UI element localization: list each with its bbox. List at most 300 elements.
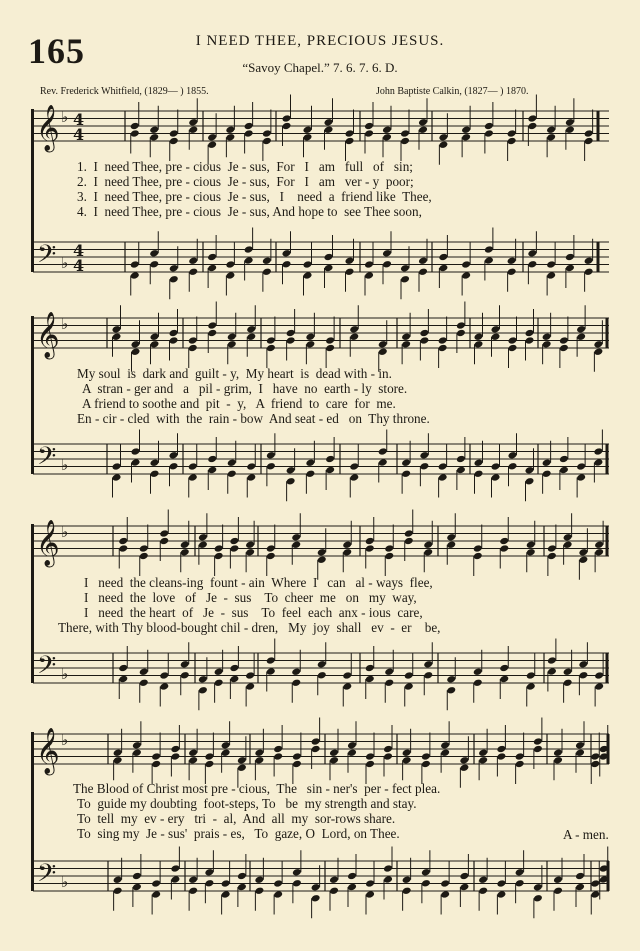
note-head — [180, 548, 190, 557]
note-head — [188, 462, 198, 471]
system-brace — [31, 109, 34, 272]
note-head — [400, 264, 410, 273]
note-head — [118, 537, 128, 546]
note-head — [118, 664, 128, 673]
note-head — [378, 340, 388, 349]
note-head — [565, 264, 575, 273]
note-head — [418, 118, 428, 127]
note-head — [286, 477, 296, 486]
note-head — [576, 325, 586, 334]
note-head — [563, 533, 573, 542]
note-head — [508, 336, 518, 345]
note-head — [180, 660, 190, 669]
lyric-line: I need the cleans-ing fount - ain Where I can al - ways flee, — [84, 575, 433, 590]
note-head — [266, 451, 276, 460]
note-head — [594, 682, 604, 691]
note-head — [364, 271, 374, 280]
note-head — [329, 748, 339, 757]
note-head — [575, 872, 585, 881]
note-head — [404, 671, 414, 680]
note-head — [221, 879, 231, 888]
note-head — [292, 879, 302, 888]
note-head — [559, 466, 569, 475]
note-head — [578, 660, 588, 669]
note-head — [347, 748, 357, 757]
note-head — [317, 555, 327, 564]
note-head — [266, 462, 276, 471]
note-head — [484, 256, 494, 265]
note-head — [384, 544, 394, 553]
note-head — [311, 894, 321, 903]
note-head — [342, 671, 352, 680]
note-head — [342, 540, 352, 549]
lyric-line: To sing my Je - sus' prais - es, To gaze, O Lord, on Thee. — [77, 826, 400, 841]
note-head — [214, 667, 224, 676]
note-head — [438, 140, 448, 149]
note-head — [329, 756, 339, 765]
note-head — [347, 883, 357, 892]
note-head — [291, 533, 301, 542]
note-head — [286, 336, 296, 345]
note-head — [188, 756, 198, 765]
note-head — [266, 667, 276, 676]
note-head — [207, 140, 217, 149]
note-head — [266, 336, 276, 345]
note-head — [273, 890, 283, 899]
note-head — [400, 129, 410, 138]
note-head — [590, 890, 600, 899]
note-head — [159, 671, 169, 680]
note-head — [423, 540, 433, 549]
note-head — [478, 756, 488, 765]
note-head — [578, 671, 588, 680]
note-head — [576, 332, 586, 341]
note-head — [188, 336, 198, 345]
note-head — [456, 466, 466, 475]
note-head — [542, 332, 552, 341]
note-head — [305, 458, 315, 467]
note-head — [324, 264, 334, 273]
note-head — [401, 458, 411, 467]
bass-clef: 𝄢 — [37, 651, 57, 686]
note-head — [527, 260, 537, 269]
note-head — [382, 133, 392, 142]
note-head — [402, 886, 412, 895]
note-head — [325, 344, 335, 353]
note-head — [565, 118, 575, 127]
note-head — [590, 752, 600, 761]
lyric-line: There, with Thy blood-bought chil - dren, My joy shall ev - er be, — [58, 620, 441, 635]
note-head — [246, 473, 256, 482]
note-head — [254, 748, 264, 757]
note-head — [508, 462, 518, 471]
note-head — [207, 329, 217, 338]
note-head — [227, 332, 237, 341]
note-head — [461, 125, 471, 134]
note-head — [446, 533, 456, 542]
note-head — [507, 137, 517, 146]
note-head — [404, 682, 414, 691]
note-head — [113, 875, 123, 884]
note-head — [151, 760, 161, 769]
note-head — [496, 752, 506, 761]
note-head — [225, 260, 235, 269]
note-head — [593, 458, 603, 467]
note-head — [113, 886, 123, 895]
note-head — [324, 253, 334, 262]
note-head — [188, 256, 198, 265]
note-head — [365, 537, 375, 546]
note-head — [207, 133, 217, 142]
note-head — [317, 671, 327, 680]
note-head — [198, 540, 208, 549]
note-head — [499, 537, 509, 546]
amen-text: A - men. — [563, 827, 609, 842]
note-head — [204, 752, 214, 761]
note-head — [526, 671, 536, 680]
note-head — [461, 260, 471, 269]
note-head — [204, 760, 214, 769]
note-head — [421, 879, 431, 888]
note-head — [345, 267, 355, 276]
note-head — [593, 447, 603, 456]
note-head — [553, 748, 563, 757]
note-head — [525, 336, 535, 345]
note-head — [246, 462, 256, 471]
note-head — [401, 340, 411, 349]
note-head — [499, 664, 509, 673]
note-head — [533, 883, 543, 892]
note-head — [112, 473, 122, 482]
note-head — [329, 886, 339, 895]
note-head — [345, 256, 355, 265]
note-head — [325, 455, 335, 464]
note-head — [291, 540, 301, 549]
note-head — [438, 253, 448, 262]
note-head — [254, 875, 264, 884]
treble-clef: 𝄞 — [36, 520, 60, 566]
note-head — [383, 864, 393, 873]
treble-clef: 𝄞 — [36, 312, 60, 358]
bass-clef: 𝄢 — [37, 240, 57, 275]
note-head — [402, 875, 412, 884]
note-head — [180, 671, 190, 680]
note-head — [139, 544, 149, 553]
lyric-line: My soul is dark and guilt - y, My heart is dead with - in. — [77, 366, 392, 381]
note-head — [508, 451, 518, 460]
note-head — [594, 548, 604, 557]
note-head — [150, 458, 160, 467]
note-head — [438, 473, 448, 482]
note-head — [245, 548, 255, 557]
key-signature-flat: ♭ — [61, 665, 69, 683]
note-head — [221, 748, 231, 757]
time-signature: 4 — [73, 125, 85, 144]
note-head — [446, 540, 456, 549]
note-head — [292, 868, 302, 877]
note-head — [149, 125, 159, 134]
note-head — [311, 883, 321, 892]
note-head — [423, 671, 433, 680]
note-head — [526, 548, 536, 557]
note-head — [440, 748, 450, 757]
note-head — [244, 122, 254, 131]
note-head — [170, 875, 180, 884]
note-head — [324, 125, 334, 134]
note-head — [262, 267, 272, 276]
note-head — [440, 890, 450, 899]
note-head — [188, 118, 198, 127]
note-head — [237, 756, 247, 765]
note-head — [159, 537, 169, 546]
note-head — [305, 332, 315, 341]
note-head — [188, 875, 198, 884]
note-head — [364, 129, 374, 138]
note-head — [584, 129, 594, 138]
note-head — [546, 125, 556, 134]
note-head — [169, 137, 179, 146]
note-head — [565, 125, 575, 134]
note-head — [365, 752, 375, 761]
note-head — [324, 118, 334, 127]
note-head — [170, 752, 180, 761]
note-head — [421, 868, 431, 877]
note-head — [382, 249, 392, 258]
note-head — [364, 122, 374, 131]
note-head — [542, 469, 552, 478]
note-head — [151, 890, 161, 899]
note-head — [418, 267, 428, 276]
note-head — [474, 340, 484, 349]
note-head — [508, 344, 518, 353]
system-brace — [31, 524, 34, 683]
note-head — [533, 745, 543, 754]
note-head — [291, 667, 301, 676]
lyric-line: To guide my doubting foot-steps, To be my strength and stay. — [77, 796, 417, 811]
note-head — [245, 671, 255, 680]
note-head — [507, 267, 517, 276]
note-head — [499, 675, 509, 684]
note-head — [525, 329, 535, 338]
note-head — [229, 537, 239, 546]
note-head — [118, 675, 128, 684]
note-head — [404, 529, 414, 538]
note-head — [459, 883, 469, 892]
note-head — [423, 660, 433, 669]
note-head — [440, 879, 450, 888]
note-head — [244, 256, 254, 265]
note-head — [593, 340, 603, 349]
note-head — [459, 756, 469, 765]
note-head — [456, 329, 466, 338]
note-head — [214, 544, 224, 553]
note-head — [382, 125, 392, 134]
note-head — [365, 675, 375, 684]
lyric-line: A stran - ger and a pil - grim, I have no earth - ly store. — [82, 381, 408, 396]
note-head — [382, 260, 392, 269]
note-head — [225, 125, 235, 134]
lyric-line: 1. I need Thee, pre - cious Je - sus, For I am full of sin; — [77, 159, 413, 174]
note-head — [438, 264, 448, 273]
note-head — [418, 125, 428, 134]
note-head — [237, 763, 247, 772]
note-head — [169, 264, 179, 273]
note-head — [547, 656, 557, 665]
note-head — [266, 344, 276, 353]
bass-clef: 𝄢 — [37, 859, 57, 894]
note-head — [575, 883, 585, 892]
note-head — [438, 344, 448, 353]
note-head — [421, 760, 431, 769]
note-head — [553, 886, 563, 895]
note-head — [575, 748, 585, 757]
note-head — [204, 879, 214, 888]
lyric-line: The Blood of Christ most pre - cious, The sin - ner's per - fect plea. — [73, 781, 441, 796]
note-head — [229, 544, 239, 553]
note-head — [149, 260, 159, 269]
note-head — [401, 332, 411, 341]
note-head — [402, 748, 412, 757]
note-head — [383, 752, 393, 761]
note-head — [113, 756, 123, 765]
note-head — [139, 552, 149, 561]
lyric-line: To tell my ev - ery tri - al, And all my sor-rows share. — [77, 811, 396, 826]
note-head — [576, 473, 586, 482]
note-head — [159, 682, 169, 691]
note-head — [384, 678, 394, 687]
note-head — [132, 872, 142, 881]
note-head — [456, 455, 466, 464]
note-head — [150, 340, 160, 349]
key-signature-flat: ♭ — [61, 456, 69, 474]
note-head — [244, 129, 254, 138]
note-head — [365, 890, 375, 899]
note-head — [491, 325, 501, 334]
note-head — [150, 469, 160, 478]
treble-clef: 𝄞 — [36, 105, 60, 151]
note-head — [262, 137, 272, 146]
note-head — [188, 886, 198, 895]
note-head — [207, 264, 217, 273]
note-head — [584, 256, 594, 265]
note-head — [484, 245, 494, 254]
note-head — [400, 137, 410, 146]
note-head — [317, 660, 327, 669]
note-head — [229, 675, 239, 684]
note-head — [563, 678, 573, 687]
note-head — [244, 245, 254, 254]
note-head — [438, 336, 448, 345]
note-head — [440, 741, 450, 750]
note-head — [198, 675, 208, 684]
note-head — [266, 552, 276, 561]
note-head — [254, 756, 264, 765]
note-head — [237, 872, 247, 881]
note-head — [262, 129, 272, 138]
note-head — [423, 548, 433, 557]
note-head — [317, 548, 327, 557]
note-head — [383, 745, 393, 754]
note-head — [384, 667, 394, 676]
note-head — [329, 875, 339, 884]
note-head — [496, 745, 506, 754]
note-head — [563, 667, 573, 676]
note-head — [401, 469, 411, 478]
system-brace — [31, 316, 34, 474]
note-head — [419, 462, 429, 471]
note-head — [515, 760, 525, 769]
note-head — [546, 271, 556, 280]
note-head — [507, 129, 517, 138]
note-head — [118, 544, 128, 553]
lyric-line: 4. I need Thee, pre - cious Je - sus, And hope to see Thee soon, — [77, 204, 422, 219]
note-head — [303, 260, 313, 269]
note-head — [207, 321, 217, 330]
note-head — [266, 544, 276, 553]
note-head — [311, 737, 321, 746]
note-head — [593, 347, 603, 356]
lyric-line: I need the love of Je - sus To cheer me on my way, — [84, 590, 417, 605]
note-head — [526, 682, 536, 691]
note-head — [282, 114, 292, 123]
note-head — [303, 133, 313, 142]
note-head — [349, 462, 359, 471]
note-head — [419, 329, 429, 338]
lyric-line: En - cir - cled with the rain - bow And seat - ed on Thy throne. — [77, 411, 430, 426]
note-head — [499, 544, 509, 553]
note-head — [584, 137, 594, 146]
note-head — [533, 894, 543, 903]
note-head — [112, 332, 122, 341]
note-head — [456, 321, 466, 330]
note-head — [273, 879, 283, 888]
note-head — [292, 760, 302, 769]
note-head — [438, 462, 448, 471]
note-head — [113, 748, 123, 757]
note-head — [347, 741, 357, 750]
note-head — [130, 271, 140, 280]
note-head — [282, 249, 292, 258]
note-head — [131, 458, 141, 467]
note-head — [112, 325, 122, 334]
note-head — [459, 763, 469, 772]
note-head — [478, 886, 488, 895]
note-head — [305, 469, 315, 478]
note-head — [542, 458, 552, 467]
note-head — [575, 741, 585, 750]
note-head — [221, 741, 231, 750]
note-head — [254, 886, 264, 895]
note-head — [305, 340, 315, 349]
hymn-number: 165 — [28, 31, 85, 71]
note-head — [365, 760, 375, 769]
note-head — [515, 752, 525, 761]
note-head — [188, 748, 198, 757]
note-head — [246, 325, 256, 334]
note-head — [459, 872, 469, 881]
note-head — [402, 756, 412, 765]
time-signature: 4 — [73, 110, 85, 129]
note-head — [364, 260, 374, 269]
note-head — [245, 540, 255, 549]
note-head — [225, 271, 235, 280]
note-head — [169, 129, 179, 138]
note-head — [169, 329, 179, 338]
note-head — [584, 267, 594, 276]
note-head — [527, 249, 537, 258]
note-head — [559, 336, 569, 345]
note-head — [342, 682, 352, 691]
